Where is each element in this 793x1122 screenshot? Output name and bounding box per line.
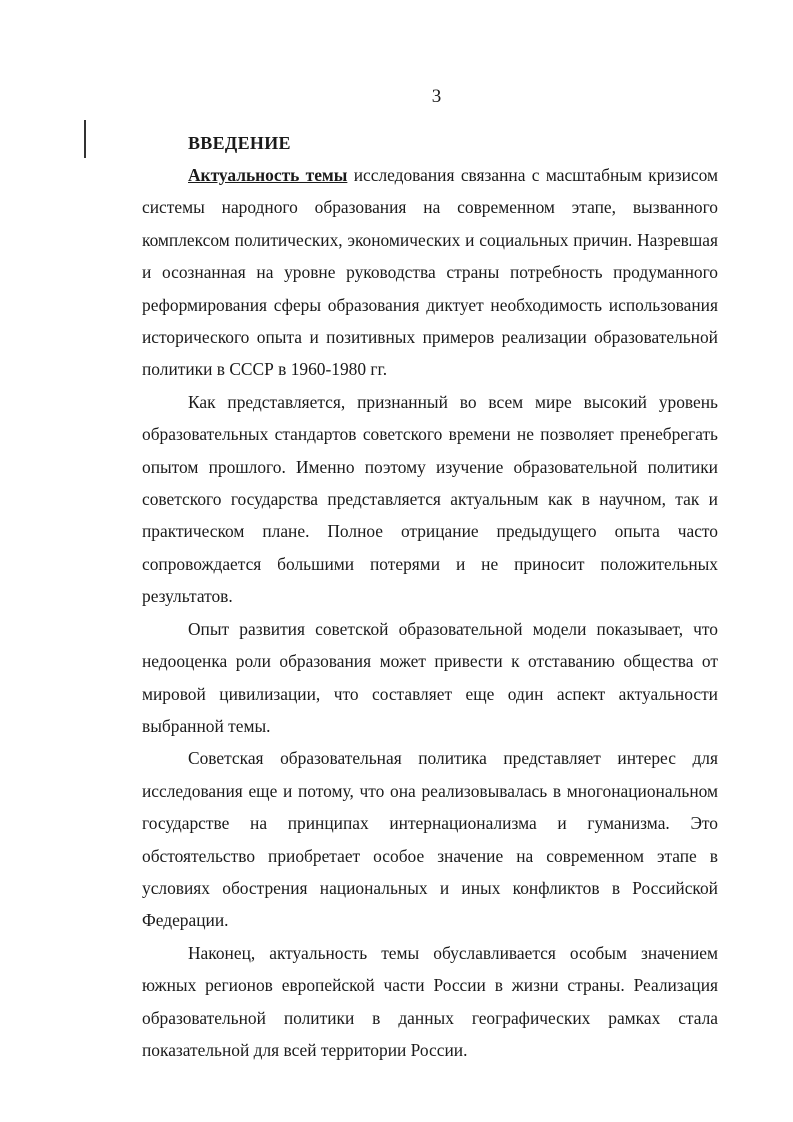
paragraph-5: Наконец, актуальность темы обуславливается особым значением южных регионов европейской части России в жизни страны. Реализация образовательной политики в данных географических рамках стала показательной для всей территории России. xyxy=(142,942,718,1060)
section-heading: ВВЕДЕНИЕ xyxy=(188,133,291,153)
paragraph-1-text: исследования связанна с масштабным кризисом системы народного образования на современном этапе, вызванного комплексом политических, экономических и социальных причин. Назревшая и осознанная на уровне руководства страны потребность продуманного реформирования сферы образования диктует необходимость использования исторического опыта и позитивных примеров реализации образовательной политики в СССР в 1960-1980 гг. xyxy=(142,165,719,380)
paragraph-1 xyxy=(142,159,718,386)
paragraph-3: Опыт развития советской образовательной модели показывает, что недооценка роли образования может привести к отставанию общества от мировой цивилизации, что составляет еще один аспект актуальности выбранной темы. xyxy=(142,618,718,736)
document-body xyxy=(142,127,718,1066)
margin-mark xyxy=(84,120,86,158)
paragraph-1-lead: Актуальность темы xyxy=(188,165,348,185)
paragraph-2: Как представляется, признанный во всем мире высокий уровень образовательных стандартов советского времени не позволяет пренебрегать опытом прошлого. Именно поэтому изучение образовательной политики советского государства представляется актуальным как в научном, так и практическом плане. Полное отрицание предыдущего опыта часто сопровождается большими потерями и не приносит положительных результатов. xyxy=(142,391,718,607)
page-number: 3 xyxy=(431,86,442,107)
paragraph-4: Советская образовательная политика представляет интерес для исследования еще и потому, что она реализовывалась в многонациональном государстве на принципах интернационализма и гуманизма. Это обстоятельство приобретает особое значение на современном этапе в условиях обострения национальных и иных конфликтов в Российской Федерации. xyxy=(142,748,718,931)
